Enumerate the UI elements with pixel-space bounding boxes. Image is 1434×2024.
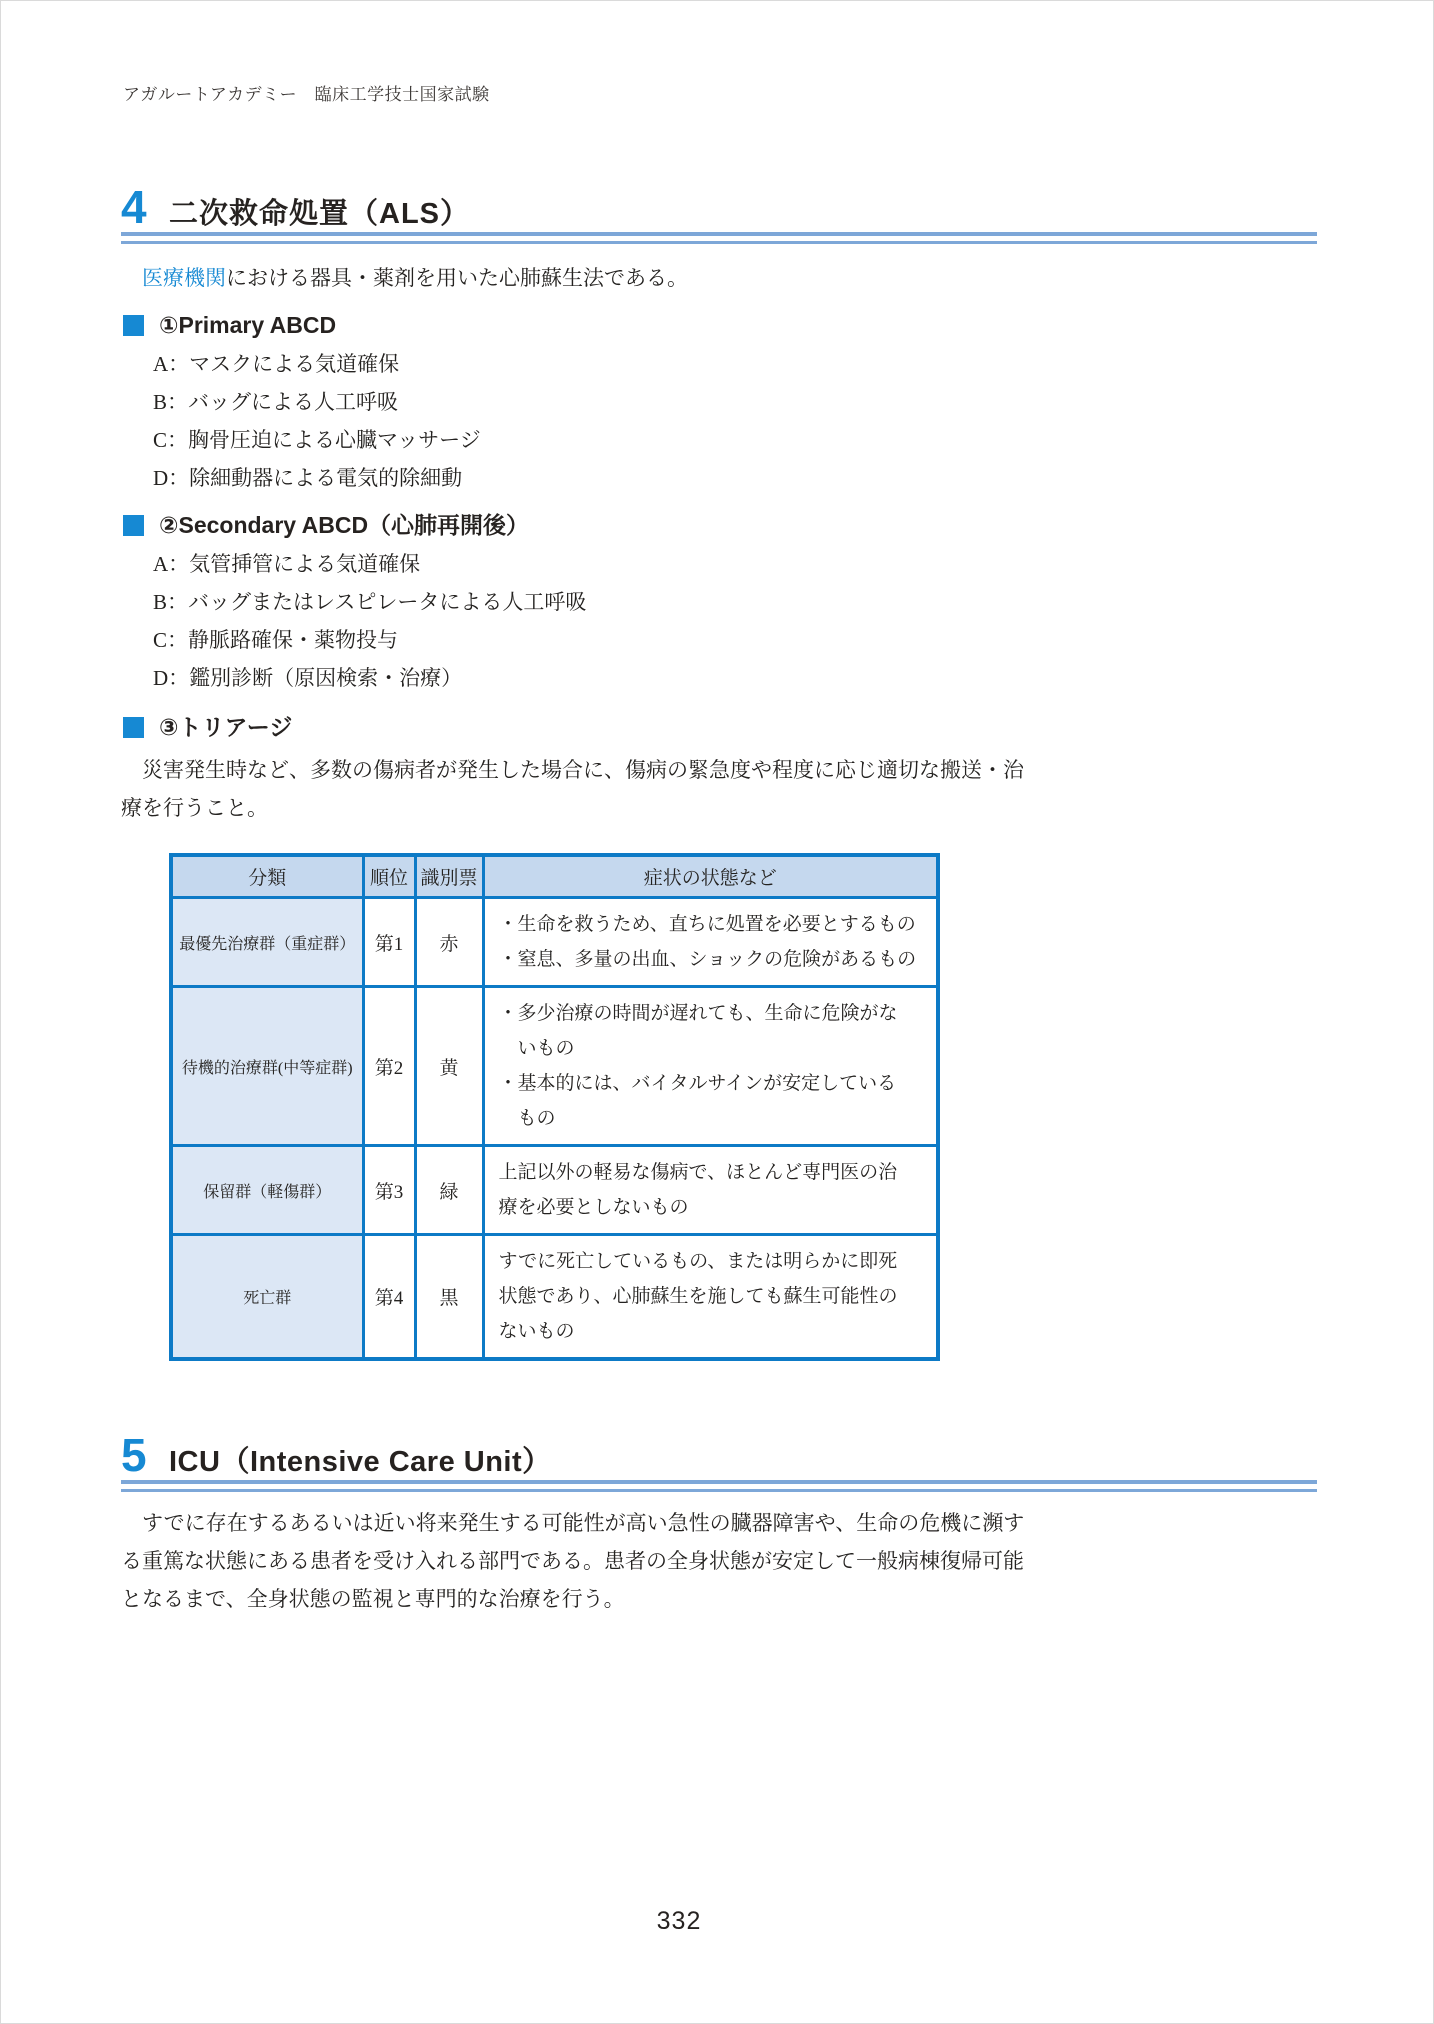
blue-square-bullet-icon: [123, 315, 144, 336]
symptom-line: 療を必要としないもの: [498, 1197, 689, 1218]
symptom-line: ・多少治療の時間が遅れても、生命に危険がな: [498, 1003, 898, 1024]
table-header-row: [171, 855, 938, 898]
paragraph-line: となるまで、全身状態の監視と専門的な治療を行う。: [121, 1587, 625, 1611]
intro-paragraph: [121, 259, 1433, 297]
symptom-cell: [483, 898, 938, 987]
symptom-line: 状態であり、心肺蘇生を施しても蘇生可能性の: [498, 1286, 898, 1307]
section-5-heading-row: [121, 1429, 1317, 1481]
symptom-line: すでに死亡しているもの、または明らかに即死: [498, 1251, 898, 1272]
list-item: C：胸骨圧迫による心臓マッサージ: [153, 428, 481, 452]
symptom-line: ・基本的には、バイタルサインが安定している: [498, 1073, 897, 1094]
keyword-highlight: 医療機関: [142, 266, 226, 290]
triage-table: [169, 853, 940, 1361]
blue-square-bullet-icon: [123, 717, 144, 738]
intro-paragraph-text: における器具・薬剤を用いた心肺蘇生法である。: [226, 266, 688, 290]
list-item: A：マスクによる気道確保: [153, 352, 400, 376]
list-item: B：バッグによる人工呼吸: [153, 390, 399, 414]
table-header-cell-rank: 順位: [363, 855, 415, 898]
running-header: アガルートアカデミー 臨床工学技士国家試験: [123, 85, 490, 104]
classification-cell: 最優先治療群（重症群）: [171, 898, 363, 987]
subsection-triage-title: ③トリアージ: [159, 714, 293, 740]
subsection-secondary-abcd-title: ②Secondary ABCD（心肺再開後）: [159, 512, 530, 538]
triage-paragraph: [121, 751, 1433, 827]
section-4-heading: [121, 181, 1317, 244]
rank-cell: 第3: [363, 1146, 415, 1235]
list-item: B：バッグまたはレスピレータによる人工呼吸: [153, 590, 587, 614]
symptom-line: ・窒息、多量の出血、ショックの危険があるもの: [498, 949, 917, 970]
table-row: [171, 987, 938, 1146]
classification-cell: 死亡群: [171, 1235, 363, 1360]
table-row: [171, 898, 938, 987]
tag-cell: 黒: [415, 1235, 483, 1360]
symptom-line: いもの: [498, 1038, 575, 1059]
subsection-primary-abcd-title: ①Primary ABCD: [159, 312, 337, 338]
section-5-number: 5: [121, 1429, 147, 1481]
symptom-cell: [483, 1235, 938, 1360]
symptom-cell: [483, 987, 938, 1146]
tag-cell: 黄: [415, 987, 483, 1146]
list-item: D：除細動器による電気的除細動: [153, 466, 463, 490]
classification-cell: 待機的治療群(中等症群): [171, 987, 363, 1146]
paragraph-line: 療を行うこと。: [121, 796, 268, 820]
tag-cell: 緑: [415, 1146, 483, 1235]
secondary-abcd-list: [153, 545, 1433, 697]
list-item: C：静脈路確保・薬物投与: [153, 628, 399, 652]
table-row: [171, 1235, 938, 1360]
page-number: 332: [656, 1907, 702, 1935]
subsection-primary-abcd: [123, 311, 1433, 339]
rank-cell: 第1: [363, 898, 415, 987]
blue-square-bullet-icon: [123, 515, 144, 536]
symptom-line: 上記以外の軽易な傷病で、ほとんど専門医の治: [498, 1162, 898, 1183]
table-header-cell-tag: 識別票: [415, 855, 483, 898]
list-item: D：鑑別診断（原因検索・治療）: [153, 666, 463, 690]
subsection-triage: [123, 713, 1433, 741]
paragraph-line: 災害発生時など、多数の傷病者が発生した場合に、傷病の緊急度や程度に応じ適切な搬送・治: [121, 758, 1024, 782]
section-4-title: 二次救命処置（ALS）: [169, 198, 471, 230]
symptom-line: ・生命を救うため、直ちに処置を必要とするもの: [498, 914, 916, 935]
symptom-cell: [483, 1146, 938, 1235]
symptom-line: ないもの: [498, 1321, 575, 1342]
subsection-secondary-abcd: [123, 511, 1433, 539]
symptom-line: もの: [498, 1108, 556, 1129]
table-header-cell-classification: 分類: [171, 855, 363, 898]
rank-cell: 第4: [363, 1235, 415, 1360]
page-content: [1, 1, 1433, 2023]
section-4-number: 4: [121, 181, 147, 233]
rank-cell: 第2: [363, 987, 415, 1146]
section-5-heading: [121, 1429, 1317, 1492]
list-item: A：気管挿管による気道確保: [153, 552, 421, 576]
paragraph-line: すでに存在するあるいは近い将来発生する可能性が高い急性の臓器障害や、生命の危機に瀕す: [121, 1511, 1025, 1535]
tag-cell: 赤: [415, 898, 483, 987]
section-5-title: ICU（Intensive Care Unit）: [169, 1446, 552, 1478]
table-row: [171, 1146, 938, 1235]
icu-paragraph: [121, 1504, 1433, 1618]
table-header-cell-symptoms: 症状の状態など: [483, 855, 938, 898]
classification-cell: 保留群（軽傷群）: [171, 1146, 363, 1235]
primary-abcd-list: [153, 345, 1433, 497]
paragraph-line: る重篤な状態にある患者を受け入れる部門である。患者の全身状態が安定して一般病棟復帰可能: [121, 1549, 1024, 1573]
section-4-heading-row: [121, 181, 1317, 233]
